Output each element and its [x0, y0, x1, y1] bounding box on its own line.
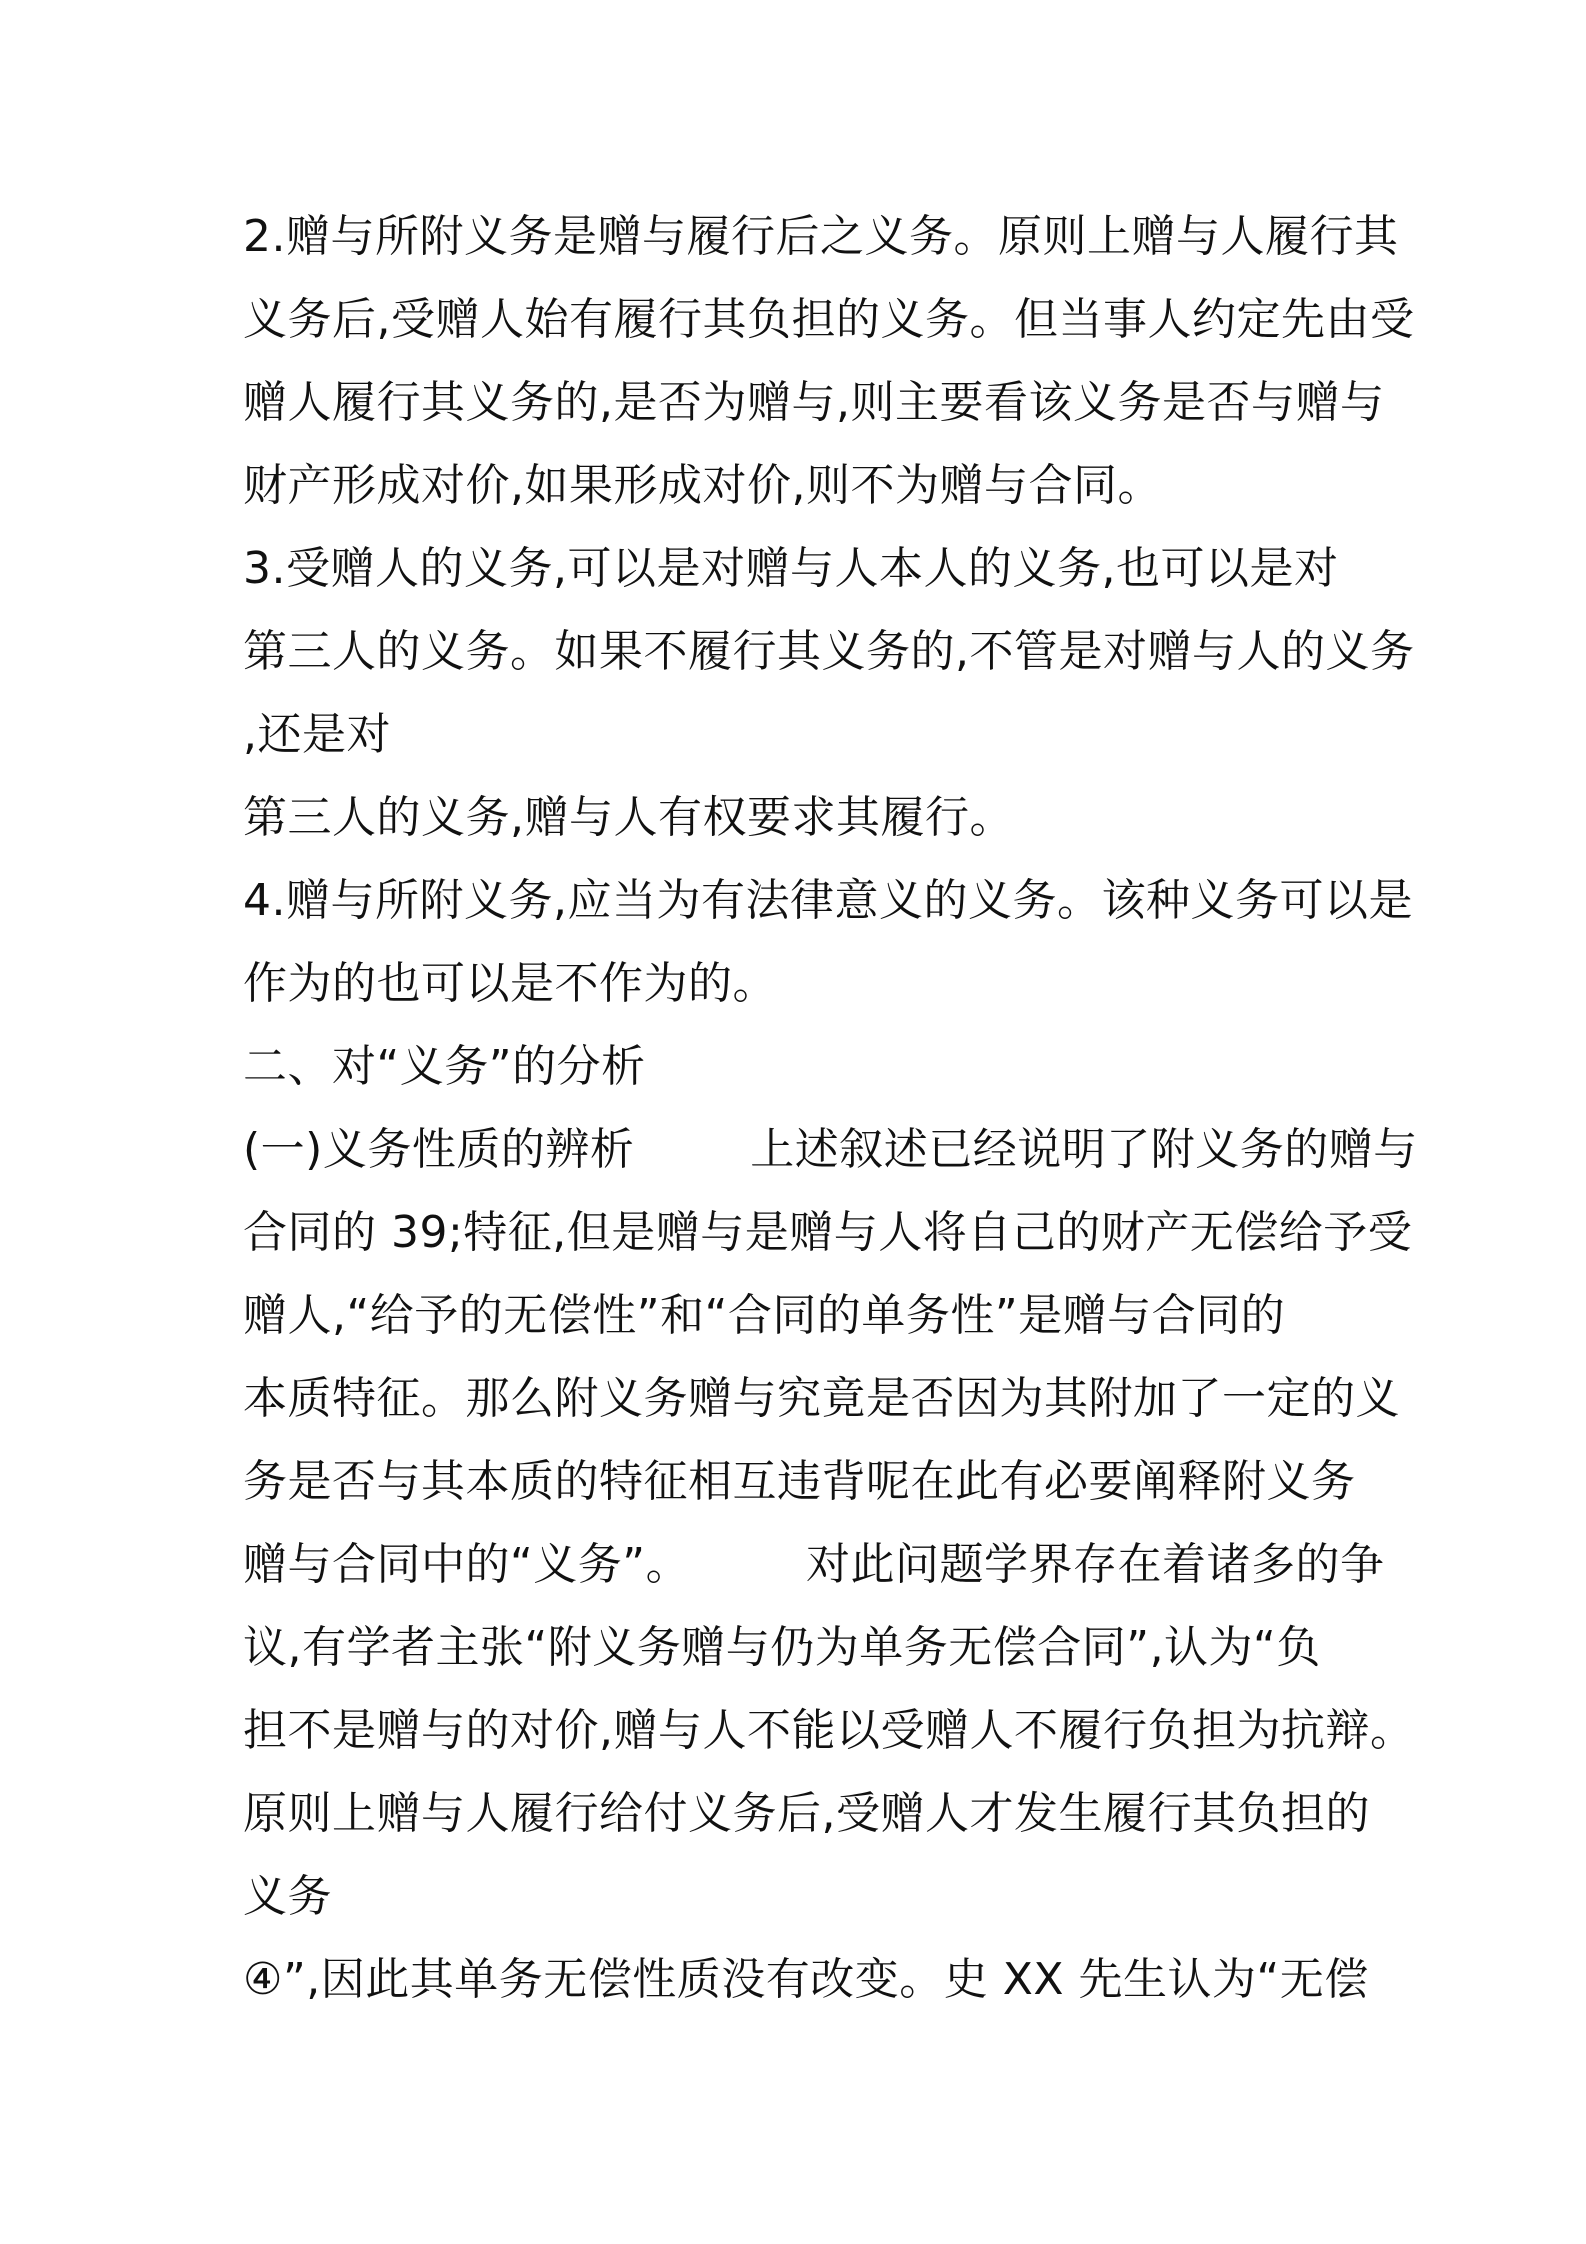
text-line: 赠人履行其义务的,是否为赠与,则主要看该义务是否与赠与: [243, 377, 1385, 428]
text-line: (一)义务性质的辨析 上述叙述已经说明了附义务的赠与: [243, 1124, 1418, 1175]
text-line: 作为的也可以是不作为的。: [243, 958, 777, 1009]
text-line: 务是否与其本质的特征相互违背呢在此有必要阐释附义务: [243, 1456, 1356, 1507]
text-line: 原则上赠与人履行给付义务后,受赠人才发生履行其负担的: [243, 1788, 1370, 1839]
text-line: 财产形成对价,如果形成对价,则不为赠与合同。: [243, 460, 1162, 511]
body-text: [243, 195, 1418, 2021]
text-line: 合同的 39;特征,但是赠与是赠与人将自己的财产无偿给予受: [243, 1207, 1413, 1258]
text-line: 第三人的义务。如果不履行其义务的,不管是对赠与人的义务: [243, 626, 1415, 677]
text-line: 2.赠与所附义务是赠与履行后之义务。原则上赠与人履行其: [243, 211, 1399, 262]
text-line: 3.受赠人的义务,可以是对赠与人本人的义务,也可以是对: [243, 543, 1339, 594]
text-line: 议,有学者主张“附义务赠与仍为单务无偿合同”,认为“负: [243, 1622, 1321, 1673]
text-line: 义务: [243, 1871, 332, 1922]
text-line: ④”,因此其单务无偿性质没有改变。史 XX 先生认为“无偿: [243, 1954, 1369, 2005]
text-line: 本质特征。那么附义务赠与究竟是否因为其附加了一定的义: [243, 1373, 1400, 1424]
text-line: ,还是对: [243, 709, 391, 760]
text-line: 义务后,受赠人始有履行其负担的义务。但当事人约定先由受: [243, 294, 1415, 345]
section-heading: 二、对“义务”的分析: [243, 1041, 646, 1092]
text-line: 赠人,“给予的无偿性”和“合同的单务性”是赠与合同的: [243, 1290, 1286, 1341]
text-line: 第三人的义务,赠与人有权要求其履行。: [243, 792, 1014, 843]
text-line: 担不是赠与的对价,赠与人不能以受赠人不履行负担为抗辩。: [243, 1705, 1415, 1756]
text-line: 4.赠与所附义务,应当为有法律意义的义务。该种义务可以是: [243, 875, 1413, 926]
text-line: 赠与合同中的“义务”。 对此问题学界存在着诸多的争: [243, 1539, 1385, 1590]
